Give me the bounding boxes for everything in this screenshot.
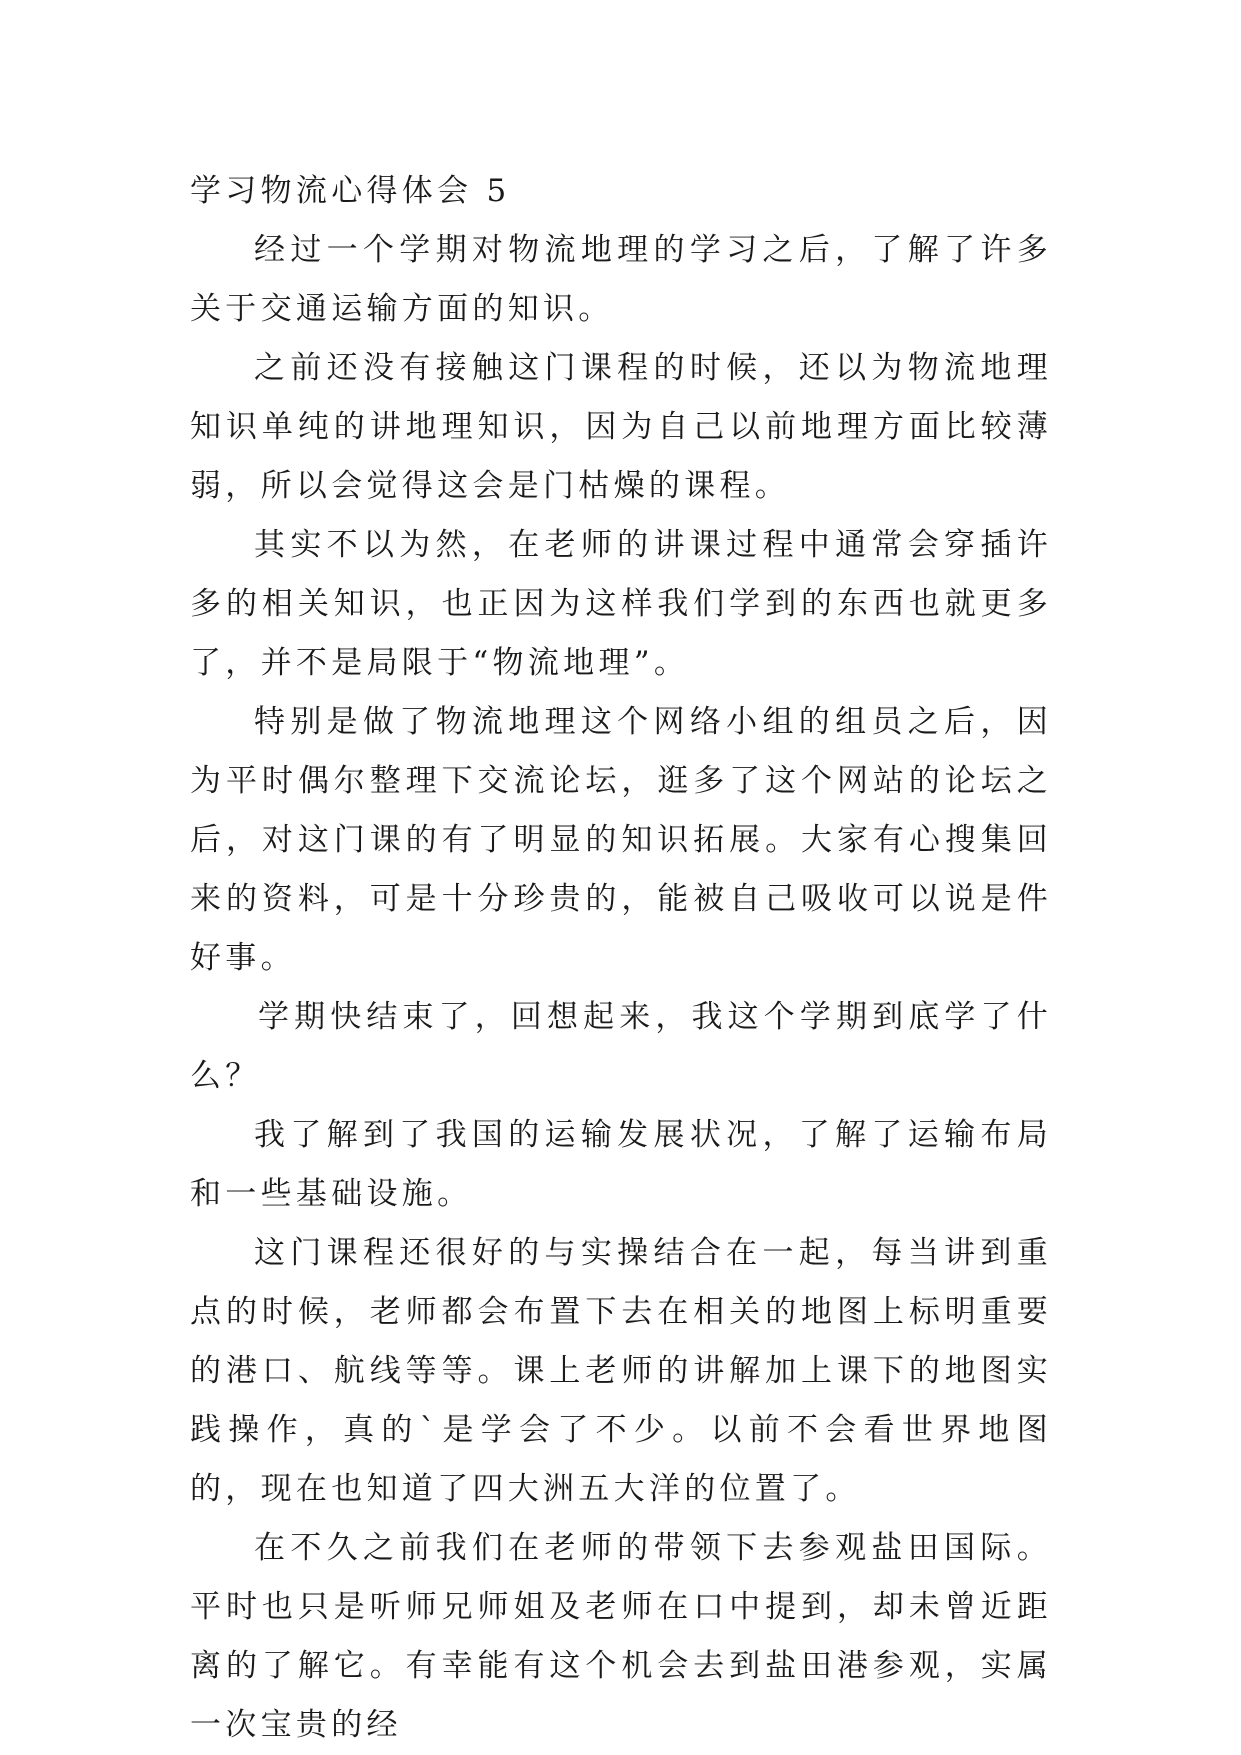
- document-body: [190, 162, 1052, 1755]
- paragraph: 学期快结束了，回想起来，我这个学期到底学了什么？: [190, 999, 1052, 1094]
- paragraph: 之前还没有接触这门课程的时候，还以为物流地理知识单纯的讲地理知识，因为自己以前地理方面比较薄弱，所以会觉得这会是门枯燥的课程。: [190, 350, 1052, 504]
- paragraph: 其实不以为然，在老师的讲课过程中通常会穿插许多的相关知识，也正因为这样我们学到的东西也就更多了，并不是局限于“物流地理”。: [190, 527, 1052, 681]
- paragraph: 经过一个学期对物流地理的学习之后，了解了许多关于交通运输方面的知识。: [190, 232, 1052, 327]
- paragraph: 在不久之前我们在老师的带领下去参观盐田国际。平时也只是听师兄师姐及老师在口中提到，却未曾近距离的了解它。有幸能有这个机会去到盐田港参观，实属一次宝贵的经: [190, 1530, 1052, 1743]
- paragraph: 特别是做了物流地理这个网络小组的组员之后，因为平时偶尔整理下交流论坛，逛多了这个网站的论坛之后，对这门课的有了明显的知识拓展。大家有心搜集回来的资料，可是十分珍贵的，能被自己吸收可以说是件好事。: [190, 704, 1052, 976]
- paragraph: 我了解到了我国的运输发展状况，了解了运输布局和一些基础设施。: [190, 1117, 1052, 1212]
- document-title: 学习物流心得体会 5: [190, 173, 511, 209]
- paragraph: 这门课程还很好的与实操结合在一起，每当讲到重点的时候，老师都会布置下去在相关的地图上标明重要的港口、航线等等。课上老师的讲解加上课下的地图实践操作，真的`是学会了不少。以前不会看世界地图的，现在也知道了四大洲五大洋的位置了。: [190, 1235, 1052, 1507]
